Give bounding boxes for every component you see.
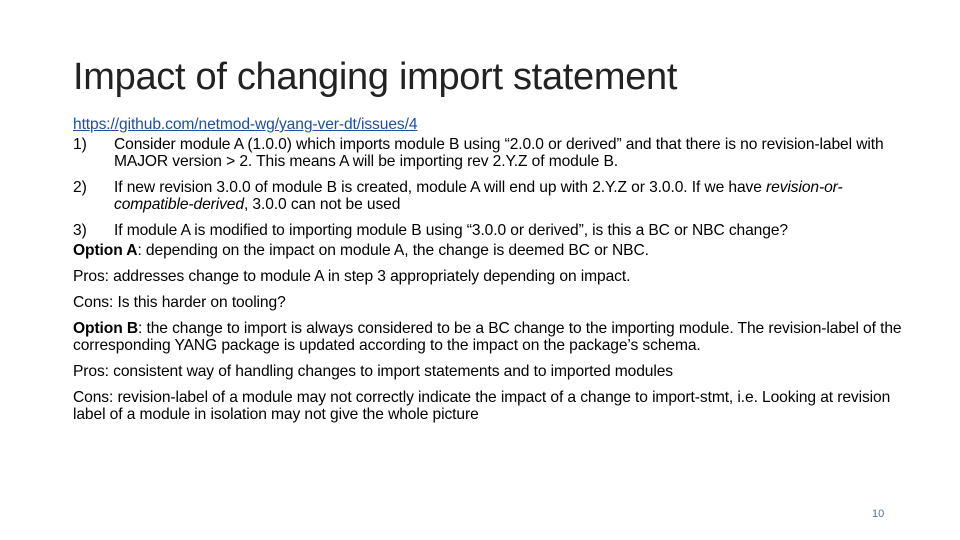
option-b-text: : the change to import is always considered to be a BC change to the importing module. The revision-label of the corresponding YANG package is updated according to the impact on the package’s schema. [73,320,902,354]
list-item-text [114,179,903,213]
issue-link[interactable]: https://github.com/netmod-wg/yang-ver-dt/issues/4 [73,116,418,133]
list-item-italic-term: revision-or-compatible-derived [114,179,843,213]
slide-title: Impact of changing import statement [73,56,678,98]
list-item-text: Consider module A (1.0.0) which imports module B using “2.0.0 or derived” and that there is no revision-label with MAJOR version > 2. This means A will be importing rev 2.Y.Z of module B. [114,136,884,170]
option-a-text: : depending on the impact on module A, the change is deemed BC or NBC. [137,242,649,259]
option-a-cons: Cons: Is this harder on tooling? [73,294,286,311]
list-item-1 [73,136,903,170]
slide-body [73,116,903,432]
list-item-3 [73,222,903,239]
option-b-label: Option B [73,320,139,337]
list-item-text: If module A is modified to importing module B using “3.0.0 or derived”, is this a BC or NBC change? [114,222,788,239]
list-number: 3) [73,222,87,239]
list-item-text-part: , 3.0.0 can not be used [243,196,401,213]
option-b [73,320,903,354]
option-a [73,242,903,259]
list-number: 1) [73,136,87,153]
list-number: 2) [73,179,87,196]
option-b-pros: Pros: consistent way of handling changes to import statements and to imported modules [73,363,673,380]
list-item-2 [73,179,903,213]
option-b-cons: Cons: revision-label of a module may not correctly indicate the impact of a change to import-stmt, i.e. Looking at revision label of a module in isolation may not give the whole picture [73,389,891,423]
option-a-pros: Pros: addresses change to module A in step 3 appropriately depending on impact. [73,268,631,285]
option-a-label: Option A [73,242,138,259]
list-item-text-part: If new revision 3.0.0 of module B is created, module A will end up with 2.Y.Z or 3.0.0. If we have [114,179,767,196]
page-number: 10 [872,508,885,520]
